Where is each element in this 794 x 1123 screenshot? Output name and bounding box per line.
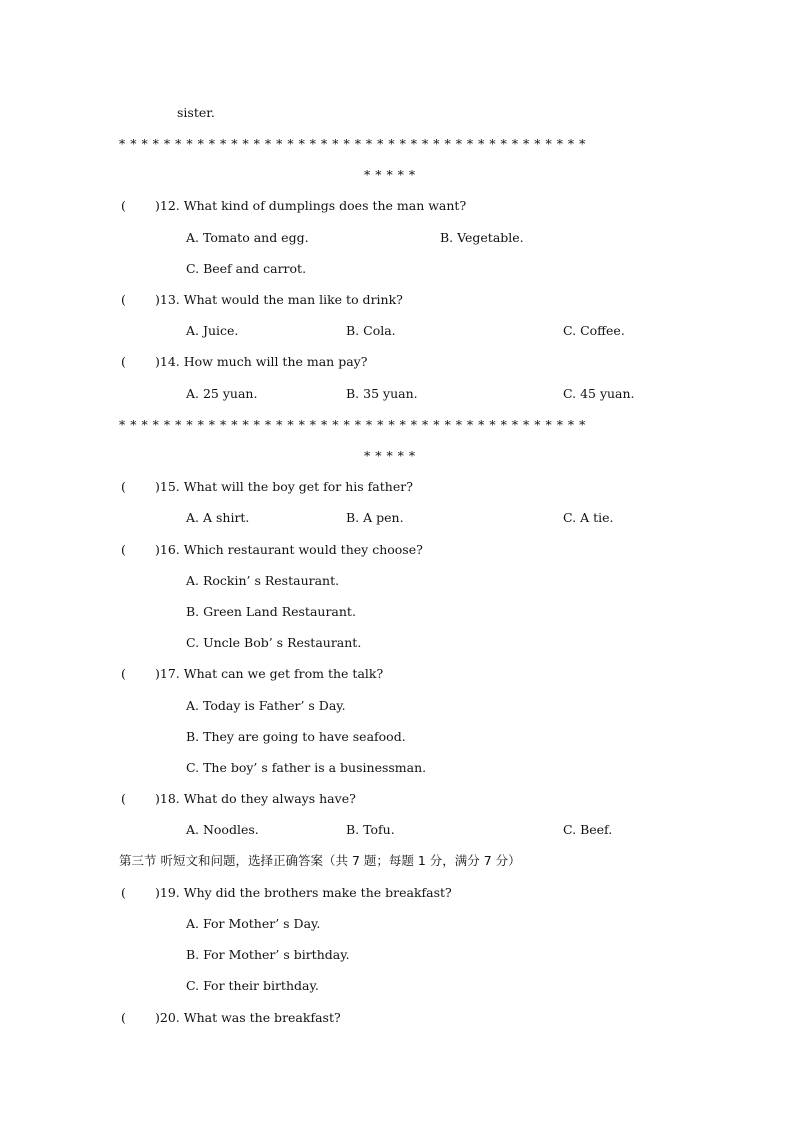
separator-stars-long: * * * * * * * * * * * * * * * * * * * * * * * * * * * * * * * * * * * * * * * * * * [119,417,586,432]
option-b: B. Tofu. [346,822,395,837]
option-c: C. 45 yuan. [563,386,635,401]
option-b: B. Green Land Restaurant. [186,604,356,619]
continued-text: sister. [177,105,215,120]
option-c: C. Uncle Bob’ s Restaurant. [186,635,362,650]
answer-blank[interactable]: ( [121,885,126,900]
option-b: B. A pen. [346,510,404,525]
option-a: A. Noodles. [186,822,259,837]
option-c: C. A tie. [563,510,614,525]
separator-stars-long: * * * * * * * * * * * * * * * * * * * * * * * * * * * * * * * * * * * * * * * * * * [119,136,586,151]
question-text: )14. How much will the man pay? [155,354,368,369]
option-a: A. 25 yuan. [186,386,258,401]
answer-blank[interactable]: ( [121,666,126,681]
question-text: )13. What would the man like to drink? [155,292,403,307]
question-text: )17. What can we get from the talk? [155,666,384,681]
question-text: )19. Why did the brothers make the breakfast? [155,885,452,900]
option-b: B. Cola. [346,323,396,338]
question-text: )16. Which restaurant would they choose? [155,542,423,557]
option-c: C. Beef. [563,822,613,837]
separator-stars-short: * * * * * [364,448,416,463]
option-a: A. Tomato and egg. [186,230,309,245]
answer-blank[interactable]: ( [121,542,126,557]
option-c: C. Coffee. [563,323,625,338]
separator-stars-short: * * * * * [364,167,416,182]
option-a: A. Today is Father’ s Day. [186,698,346,713]
option-a: A. Rockin’ s Restaurant. [186,573,340,588]
option-b: B. They are going to have seafood. [186,729,406,744]
option-b: B. 35 yuan. [346,386,418,401]
option-a: A. For Mother’ s Day. [186,916,321,931]
answer-blank[interactable]: ( [121,479,126,494]
answer-blank[interactable]: ( [121,791,126,806]
option-a: A. Juice. [186,323,239,338]
answer-blank[interactable]: ( [121,198,126,213]
answer-blank[interactable]: ( [121,292,126,307]
question-text: )15. What will the boy get for his father? [155,479,413,494]
answer-blank[interactable]: ( [121,354,126,369]
answer-blank[interactable]: ( [121,1010,126,1025]
option-b: B. Vegetable. [440,230,524,245]
option-c: C. Beef and carrot. [186,261,307,276]
question-text: )18. What do they always have? [155,791,356,806]
section-3-heading: 第三节 听短文和问题，选择正确答案（共 7 题；每题 1 分，满分 7 分） [119,853,521,868]
question-text: )20. What was the breakfast? [155,1010,341,1025]
question-text: )12. What kind of dumplings does the man want? [155,198,467,213]
option-c: C. For their birthday. [186,978,319,993]
option-a: A. A shirt. [186,510,250,525]
option-b: B. For Mother’ s birthday. [186,947,350,962]
option-c: C. The boy’ s father is a businessman. [186,760,427,775]
